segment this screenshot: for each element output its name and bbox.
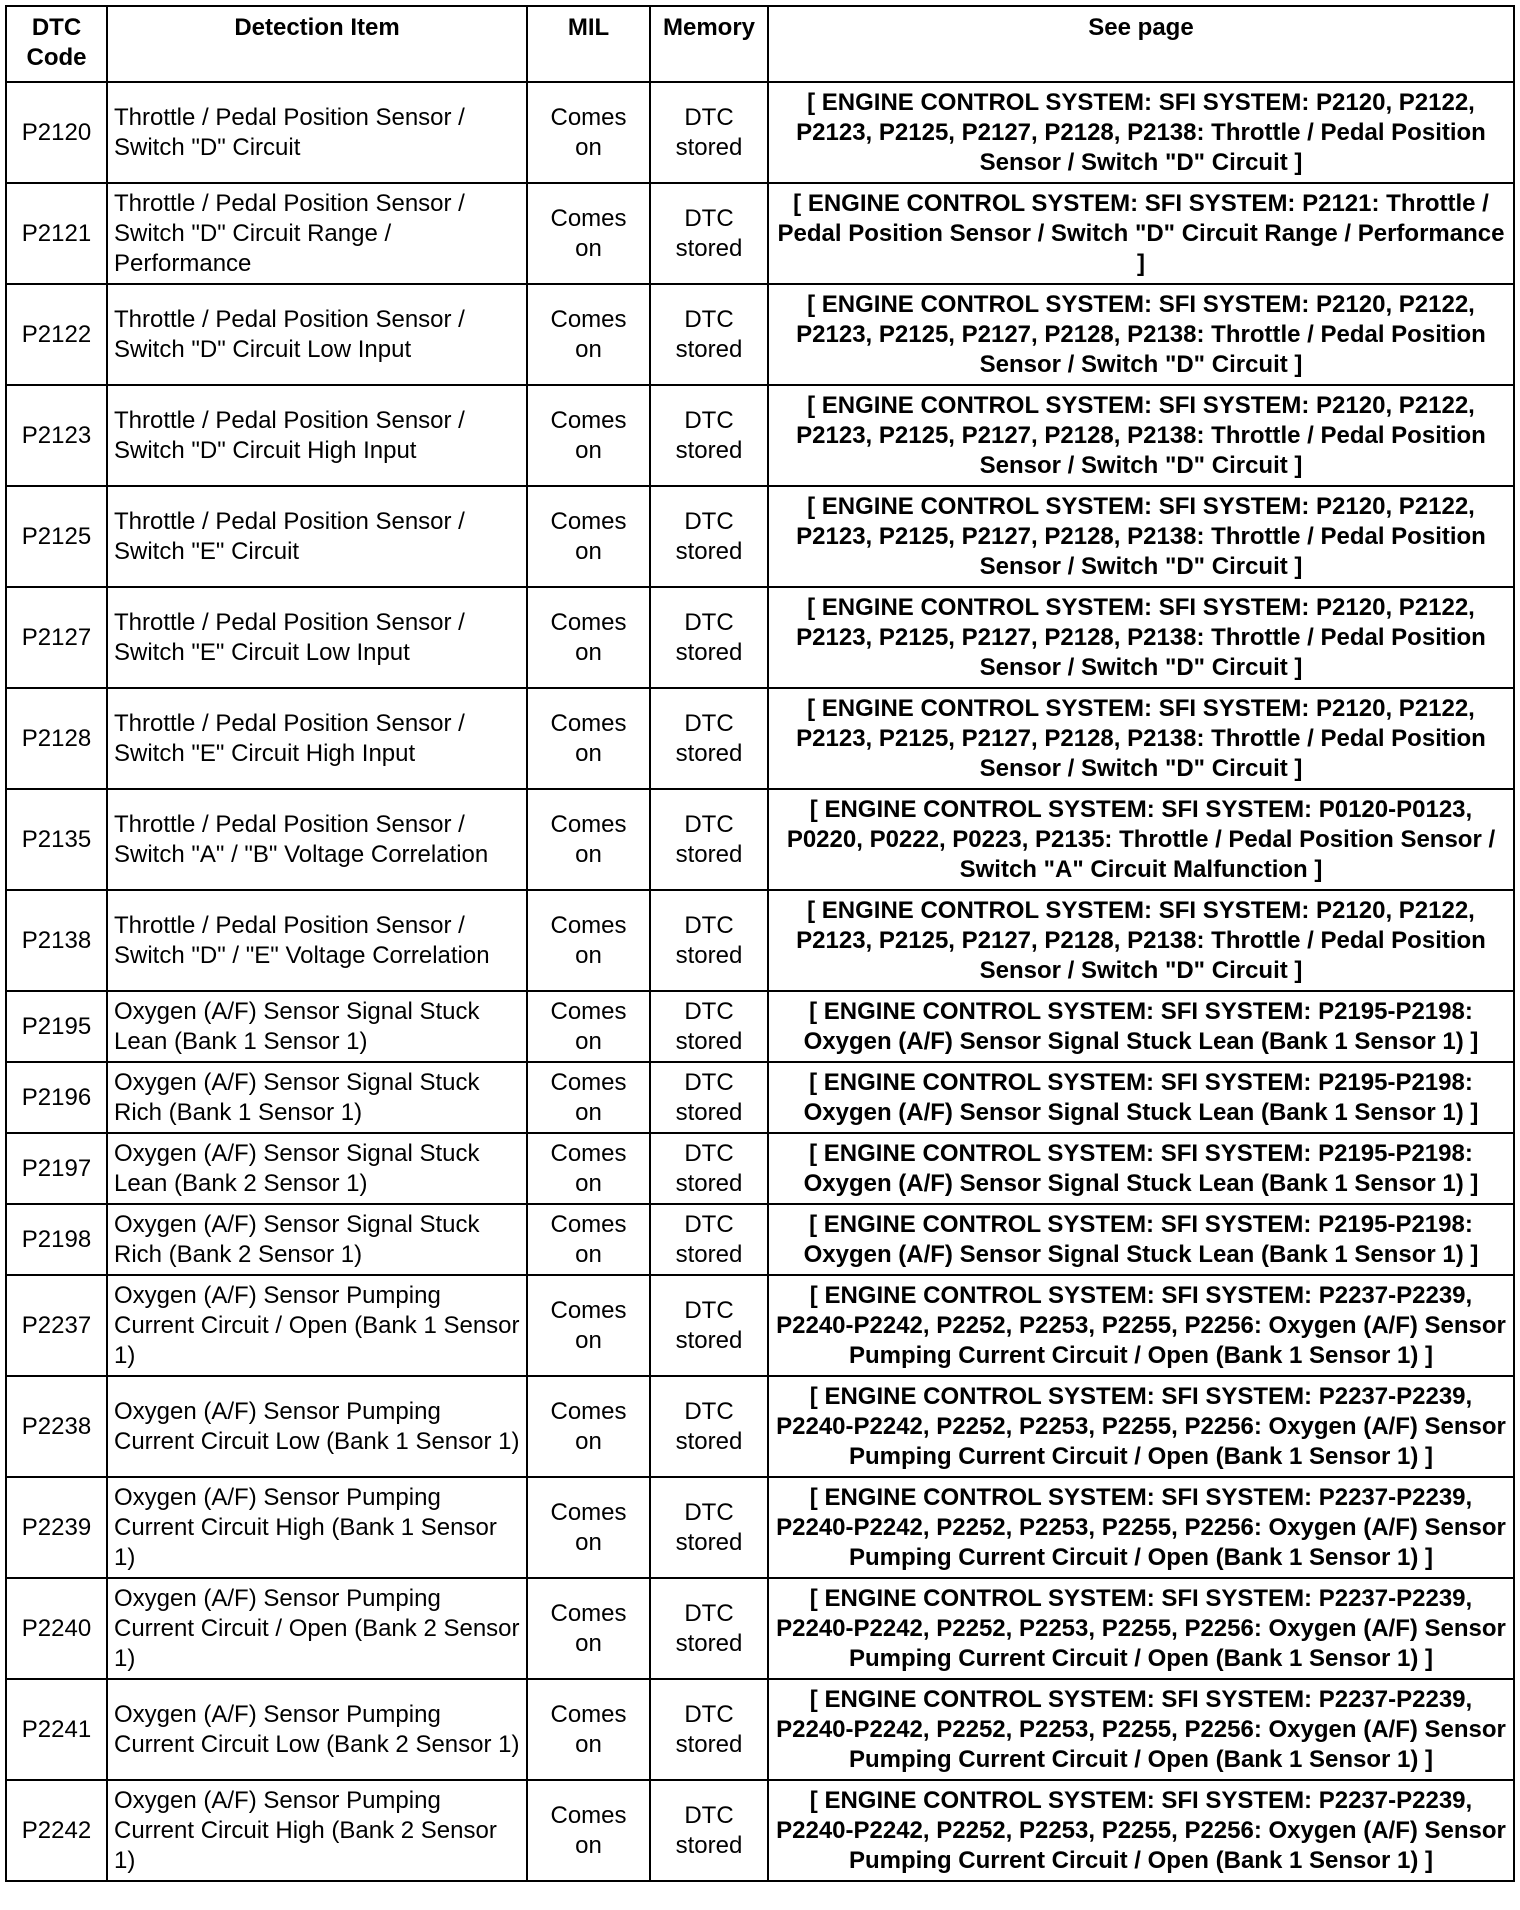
detection-item-cell: Throttle / Pedal Position Sensor / Switch "D" Circuit Range / Performance <box>107 183 527 284</box>
detection-item-cell: Throttle / Pedal Position Sensor / Switch "A" / "B" Voltage Correlation <box>107 789 527 890</box>
see-page-link[interactable]: [ ENGINE CONTROL SYSTEM: SFI SYSTEM: P2120, P2122, P2123, P2125, P2127, P2128, P2138: Throttle / Pedal Position Sensor / Switch "D" Circuit ] <box>768 587 1514 688</box>
dtc-code-cell: P2197 <box>6 1133 107 1204</box>
detection-item-cell: Oxygen (A/F) Sensor Signal Stuck Lean (Bank 1 Sensor 1) <box>107 991 527 1062</box>
mil-cell: Comes on <box>527 183 650 284</box>
mil-cell: Comes on <box>527 1275 650 1376</box>
detection-item-cell: Throttle / Pedal Position Sensor / Switch "E" Circuit High Input <box>107 688 527 789</box>
see-page-link[interactable]: [ ENGINE CONTROL SYSTEM: SFI SYSTEM: P2237-P2239, P2240-P2242, P2252, P2253, P2255, P2256: Oxygen (A/F) Sensor Pumping Current Circuit / Open (Bank 1 Sensor 1) ] <box>768 1477 1514 1578</box>
mil-cell: Comes on <box>527 82 650 183</box>
see-page-link[interactable]: [ ENGINE CONTROL SYSTEM: SFI SYSTEM: P2195-P2198: Oxygen (A/F) Sensor Signal Stuck Lean (Bank 1 Sensor 1) ] <box>768 1062 1514 1133</box>
see-page-link[interactable]: [ ENGINE CONTROL SYSTEM: SFI SYSTEM: P2120, P2122, P2123, P2125, P2127, P2128, P2138: Throttle / Pedal Position Sensor / Switch "D" Circuit ] <box>768 890 1514 991</box>
see-page-link[interactable]: [ ENGINE CONTROL SYSTEM: SFI SYSTEM: P0120-P0123, P0220, P0222, P0223, P2135: Throttle / Pedal Position Sensor / Switch "A" Circuit Malfunction ] <box>768 789 1514 890</box>
mil-cell: Comes on <box>527 385 650 486</box>
dtc-code-cell: P2138 <box>6 890 107 991</box>
mil-cell: Comes on <box>527 991 650 1062</box>
mil-cell: Comes on <box>527 486 650 587</box>
dtc-code-cell: P2241 <box>6 1679 107 1780</box>
detection-item-cell: Throttle / Pedal Position Sensor / Switch "D" / "E" Voltage Correlation <box>107 890 527 991</box>
table-row <box>6 587 1514 688</box>
table-row <box>6 1780 1514 1881</box>
dtc-code-cell: P2123 <box>6 385 107 486</box>
header-row <box>6 6 1514 82</box>
detection-item-cell: Throttle / Pedal Position Sensor / Switch "D" Circuit Low Input <box>107 284 527 385</box>
dtc-code-cell: P2135 <box>6 789 107 890</box>
dtc-code-cell: P2122 <box>6 284 107 385</box>
table-row <box>6 890 1514 991</box>
memory-cell: DTC stored <box>650 991 768 1062</box>
mil-cell: Comes on <box>527 1477 650 1578</box>
memory-cell: DTC stored <box>650 1133 768 1204</box>
memory-cell: DTC stored <box>650 1062 768 1133</box>
see-page-link[interactable]: [ ENGINE CONTROL SYSTEM: SFI SYSTEM: P2120, P2122, P2123, P2125, P2127, P2128, P2138: Throttle / Pedal Position Sensor / Switch "D" Circuit ] <box>768 284 1514 385</box>
dtc-code-cell: P2198 <box>6 1204 107 1275</box>
detection-item-cell: Oxygen (A/F) Sensor Pumping Current Circuit High (Bank 2 Sensor 1) <box>107 1780 527 1881</box>
dtc-code-cell: P2240 <box>6 1578 107 1679</box>
memory-cell: DTC stored <box>650 1477 768 1578</box>
table-row <box>6 183 1514 284</box>
table-row <box>6 1275 1514 1376</box>
see-page-link[interactable]: [ ENGINE CONTROL SYSTEM: SFI SYSTEM: P2120, P2122, P2123, P2125, P2127, P2128, P2138: Throttle / Pedal Position Sensor / Switch "D" Circuit ] <box>768 486 1514 587</box>
dtc-table <box>5 5 1515 1882</box>
dtc-code-cell: P2242 <box>6 1780 107 1881</box>
memory-cell: DTC stored <box>650 1578 768 1679</box>
table-row <box>6 789 1514 890</box>
detection-item-cell: Oxygen (A/F) Sensor Signal Stuck Lean (Bank 2 Sensor 1) <box>107 1133 527 1204</box>
see-page-link[interactable]: [ ENGINE CONTROL SYSTEM: SFI SYSTEM: P2237-P2239, P2240-P2242, P2252, P2253, P2255, P2256: Oxygen (A/F) Sensor Pumping Current Circuit / Open (Bank 1 Sensor 1) ] <box>768 1679 1514 1780</box>
detection-item-cell: Throttle / Pedal Position Sensor / Switch "E" Circuit <box>107 486 527 587</box>
dtc-code-cell: P2121 <box>6 183 107 284</box>
table-row <box>6 1133 1514 1204</box>
see-page-link[interactable]: [ ENGINE CONTROL SYSTEM: SFI SYSTEM: P2120, P2122, P2123, P2125, P2127, P2128, P2138: Throttle / Pedal Position Sensor / Switch "D" Circuit ] <box>768 385 1514 486</box>
memory-cell: DTC stored <box>650 284 768 385</box>
mil-cell: Comes on <box>527 1204 650 1275</box>
dtc-code-cell: P2128 <box>6 688 107 789</box>
memory-cell: DTC stored <box>650 688 768 789</box>
mil-cell: Comes on <box>527 1578 650 1679</box>
detection-item-cell: Oxygen (A/F) Sensor Pumping Current Circuit Low (Bank 1 Sensor 1) <box>107 1376 527 1477</box>
see-page-link[interactable]: [ ENGINE CONTROL SYSTEM: SFI SYSTEM: P2195-P2198: Oxygen (A/F) Sensor Signal Stuck Lean (Bank 1 Sensor 1) ] <box>768 1204 1514 1275</box>
table-row <box>6 385 1514 486</box>
mil-cell: Comes on <box>527 1062 650 1133</box>
table-row <box>6 1204 1514 1275</box>
table-row <box>6 688 1514 789</box>
dtc-code-cell: P2120 <box>6 82 107 183</box>
detection-item-cell: Oxygen (A/F) Sensor Signal Stuck Rich (Bank 2 Sensor 1) <box>107 1204 527 1275</box>
detection-item-cell: Oxygen (A/F) Sensor Pumping Current Circuit Low (Bank 2 Sensor 1) <box>107 1679 527 1780</box>
mil-cell: Comes on <box>527 1780 650 1881</box>
dtc-code-cell: P2127 <box>6 587 107 688</box>
memory-cell: DTC stored <box>650 385 768 486</box>
memory-cell: DTC stored <box>650 587 768 688</box>
detection-item-cell: Oxygen (A/F) Sensor Pumping Current Circuit High (Bank 1 Sensor 1) <box>107 1477 527 1578</box>
detection-item-cell: Throttle / Pedal Position Sensor / Switch "D" Circuit <box>107 82 527 183</box>
mil-cell: Comes on <box>527 284 650 385</box>
detection-item-cell: Oxygen (A/F) Sensor Pumping Current Circuit / Open (Bank 1 Sensor 1) <box>107 1275 527 1376</box>
table-row <box>6 991 1514 1062</box>
memory-cell: DTC stored <box>650 486 768 587</box>
table-row <box>6 1376 1514 1477</box>
table-row <box>6 284 1514 385</box>
mil-cell: Comes on <box>527 587 650 688</box>
see-page-link[interactable]: [ ENGINE CONTROL SYSTEM: SFI SYSTEM: P2237-P2239, P2240-P2242, P2252, P2253, P2255, P2256: Oxygen (A/F) Sensor Pumping Current Circuit / Open (Bank 1 Sensor 1) ] <box>768 1275 1514 1376</box>
header-see-page: See page <box>768 6 1514 82</box>
memory-cell: DTC stored <box>650 890 768 991</box>
memory-cell: DTC stored <box>650 183 768 284</box>
see-page-link[interactable]: [ ENGINE CONTROL SYSTEM: SFI SYSTEM: P2195-P2198: Oxygen (A/F) Sensor Signal Stuck Lean (Bank 1 Sensor 1) ] <box>768 991 1514 1062</box>
dtc-code-cell: P2237 <box>6 1275 107 1376</box>
dtc-code-cell: P2195 <box>6 991 107 1062</box>
table-row <box>6 1062 1514 1133</box>
mil-cell: Comes on <box>527 890 650 991</box>
see-page-link[interactable]: [ ENGINE CONTROL SYSTEM: SFI SYSTEM: P2121: Throttle / Pedal Position Sensor / Switch "D" Circuit Range / Performance ] <box>768 183 1514 284</box>
table-row <box>6 1578 1514 1679</box>
see-page-link[interactable]: [ ENGINE CONTROL SYSTEM: SFI SYSTEM: P2120, P2122, P2123, P2125, P2127, P2128, P2138: Throttle / Pedal Position Sensor / Switch "D" Circuit ] <box>768 688 1514 789</box>
table-row <box>6 486 1514 587</box>
see-page-link[interactable]: [ ENGINE CONTROL SYSTEM: SFI SYSTEM: P2120, P2122, P2123, P2125, P2127, P2128, P2138: Throttle / Pedal Position Sensor / Switch "D" Circuit ] <box>768 82 1514 183</box>
dtc-code-cell: P2196 <box>6 1062 107 1133</box>
see-page-link[interactable]: [ ENGINE CONTROL SYSTEM: SFI SYSTEM: P2237-P2239, P2240-P2242, P2252, P2253, P2255, P2256: Oxygen (A/F) Sensor Pumping Current Circuit / Open (Bank 1 Sensor 1) ] <box>768 1780 1514 1881</box>
memory-cell: DTC stored <box>650 789 768 890</box>
memory-cell: DTC stored <box>650 1376 768 1477</box>
header-memory: Memory <box>650 6 768 82</box>
memory-cell: DTC stored <box>650 1275 768 1376</box>
mil-cell: Comes on <box>527 1133 650 1204</box>
detection-item-cell: Throttle / Pedal Position Sensor / Switch "E" Circuit Low Input <box>107 587 527 688</box>
mil-cell: Comes on <box>527 688 650 789</box>
memory-cell: DTC stored <box>650 1679 768 1780</box>
see-page-link[interactable]: [ ENGINE CONTROL SYSTEM: SFI SYSTEM: P2237-P2239, P2240-P2242, P2252, P2253, P2255, P2256: Oxygen (A/F) Sensor Pumping Current Circuit / Open (Bank 1 Sensor 1) ] <box>768 1578 1514 1679</box>
dtc-code-cell: P2125 <box>6 486 107 587</box>
mil-cell: Comes on <box>527 1679 650 1780</box>
detection-item-cell: Throttle / Pedal Position Sensor / Switch "D" Circuit High Input <box>107 385 527 486</box>
see-page-link[interactable]: [ ENGINE CONTROL SYSTEM: SFI SYSTEM: P2195-P2198: Oxygen (A/F) Sensor Signal Stuck Lean (Bank 1 Sensor 1) ] <box>768 1133 1514 1204</box>
detection-item-cell: Oxygen (A/F) Sensor Signal Stuck Rich (Bank 1 Sensor 1) <box>107 1062 527 1133</box>
memory-cell: DTC stored <box>650 82 768 183</box>
header-mil: MIL <box>527 6 650 82</box>
see-page-link[interactable]: [ ENGINE CONTROL SYSTEM: SFI SYSTEM: P2237-P2239, P2240-P2242, P2252, P2253, P2255, P2256: Oxygen (A/F) Sensor Pumping Current Circuit / Open (Bank 1 Sensor 1) ] <box>768 1376 1514 1477</box>
memory-cell: DTC stored <box>650 1204 768 1275</box>
table-row <box>6 1679 1514 1780</box>
dtc-code-cell: P2239 <box>6 1477 107 1578</box>
header-detection-item: Detection Item <box>107 6 527 82</box>
memory-cell: DTC stored <box>650 1780 768 1881</box>
header-dtc-code: DTC Code <box>6 6 107 82</box>
mil-cell: Comes on <box>527 1376 650 1477</box>
detection-item-cell: Oxygen (A/F) Sensor Pumping Current Circuit / Open (Bank 2 Sensor 1) <box>107 1578 527 1679</box>
mil-cell: Comes on <box>527 789 650 890</box>
dtc-code-cell: P2238 <box>6 1376 107 1477</box>
table-row <box>6 1477 1514 1578</box>
table-row <box>6 82 1514 183</box>
